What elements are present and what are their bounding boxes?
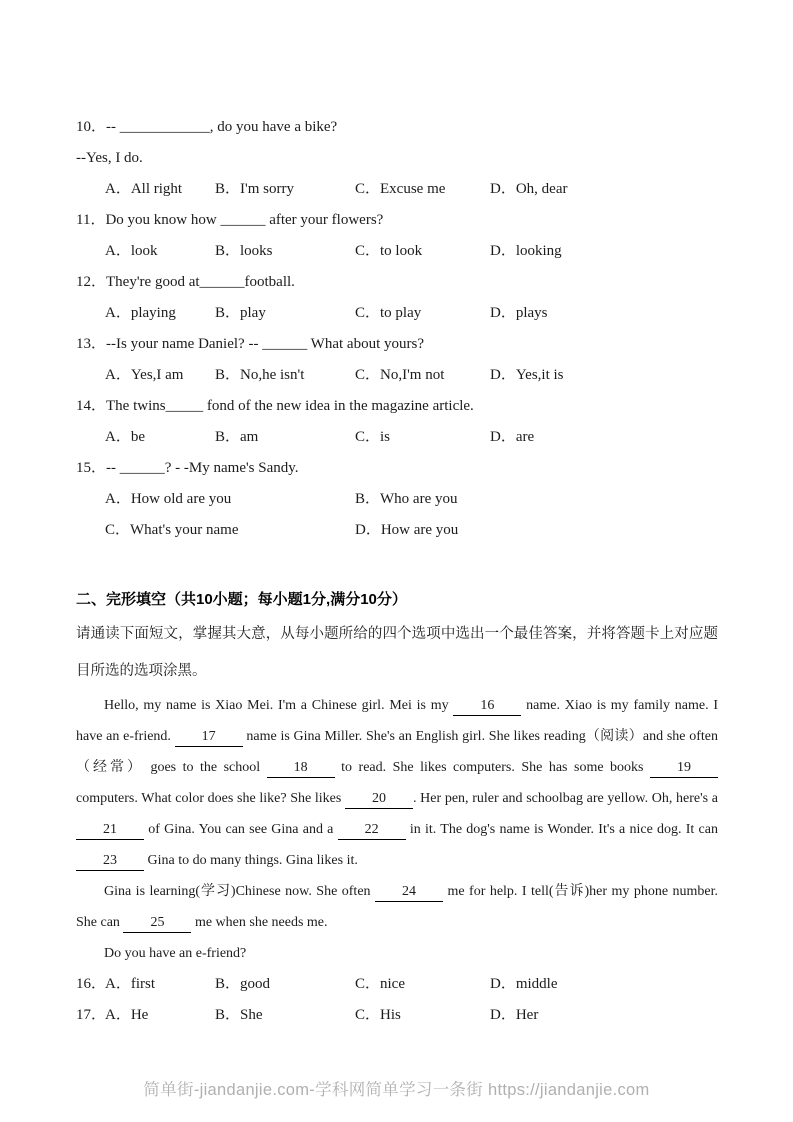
options-row	[76, 298, 718, 329]
option-c: C．to play	[355, 305, 422, 321]
question-number: 12．	[76, 274, 107, 290]
option-a: A．How old are you	[105, 491, 232, 507]
option-d: D．are	[490, 429, 535, 445]
option-a: A．first	[105, 976, 155, 992]
options-row	[76, 236, 718, 267]
option-d: D．looking	[490, 243, 562, 259]
question-number: 13．	[76, 336, 107, 352]
question-17	[76, 1000, 718, 1031]
option-b: B．Who are you	[355, 491, 458, 507]
option-a: A．All right	[105, 181, 183, 197]
option-b: B．am	[215, 429, 259, 445]
question-stem: They're good at______football.	[106, 274, 295, 290]
options-row	[76, 360, 718, 391]
passage-paragraph-2: Gina is learning(学习)Chinese now. She often 24 me for help. I tell(告诉)her my phone number. She can 25 me when she needs me.	[76, 876, 718, 938]
option-d: D．How are you	[355, 522, 459, 538]
cloze-blank-22: 22	[338, 821, 406, 840]
question-15	[76, 453, 718, 546]
question-text	[76, 329, 718, 360]
option-c: C．What's your name	[105, 522, 239, 538]
cloze-blank-24: 24	[375, 883, 443, 902]
section-two-instructions: 请通读下面短文，掌握其大意，从每小题所给的四个选项中选出一个最佳答案，并将答题卡上对应题目所选的选项涂黑。	[76, 626, 718, 679]
option-a: A．playing	[105, 305, 176, 321]
question-followup: --Yes, I do.	[76, 150, 143, 166]
option-c: C．Excuse me	[355, 181, 446, 197]
options-row	[76, 174, 718, 205]
question-10	[76, 112, 718, 205]
option-b: B．good	[215, 976, 271, 992]
option-b: B．She	[215, 1007, 263, 1023]
cloze-blank-20: 20	[345, 790, 413, 809]
cloze-blank-17: 17	[175, 728, 243, 747]
option-b: B．I'm sorry	[215, 181, 294, 197]
question-stem: --Is your name Daniel? -- ______ What about yours?	[106, 336, 424, 352]
cloze-passage	[76, 690, 718, 969]
question-text	[76, 453, 718, 484]
question-14	[76, 391, 718, 453]
question-number: 15．	[76, 460, 107, 476]
option-d: D．Yes,it is	[490, 367, 564, 383]
options-row	[76, 422, 718, 453]
option-a: A．be	[105, 429, 145, 445]
question-text	[76, 267, 718, 298]
question-stem: Do you know how ______ after your flowers?	[105, 212, 384, 228]
option-d: D．middle	[490, 976, 558, 992]
passage-paragraph-3: Do you have an e-friend?	[104, 946, 247, 961]
option-b: B．play	[215, 305, 266, 321]
cloze-blank-21: 21	[76, 821, 144, 840]
question-11	[76, 205, 718, 267]
question-13	[76, 329, 718, 391]
question-text	[76, 112, 718, 143]
question-text	[76, 391, 718, 422]
section-single-choice	[76, 112, 718, 546]
option-c: C．His	[355, 1007, 401, 1023]
option-c: C．No,I'm not	[355, 367, 445, 383]
option-d: D．Her	[490, 1007, 539, 1023]
option-a: A．look	[105, 243, 158, 259]
question-number: 11．	[76, 212, 106, 228]
footer-watermark: 简单街-jiandanjie.com-学科网简单学习一条街 https://jiandanjie.com	[143, 1081, 650, 1099]
option-b: B．looks	[215, 243, 273, 259]
section-two-heading: 二、完形填空（共10小题；每小题1分,满分10分）	[76, 591, 407, 608]
option-b: B．No,he isn't	[215, 367, 305, 383]
option-c: C．nice	[355, 976, 405, 992]
option-c: C．to look	[355, 243, 423, 259]
option-d: D．plays	[490, 305, 548, 321]
question-stem: The twins_____ fond of the new idea in the magazine article.	[106, 398, 474, 414]
question-12	[76, 267, 718, 329]
question-16	[76, 969, 718, 1000]
question-text	[76, 205, 718, 236]
question-stem: -- ______? - -My name's Sandy.	[106, 460, 299, 476]
option-a: A．He	[105, 1007, 149, 1023]
cloze-blank-16: 16	[453, 697, 521, 716]
options-row	[76, 484, 718, 546]
option-a: A．Yes,I am	[105, 367, 184, 383]
passage-paragraph-1: Hello, my name is Xiao Mei. I'm a Chinese girl. Mei is my 16 name. Xiao is my family name. I have an e-friend. 17 name is Gina Miller. She's an English girl. She likes reading（阅读）and she often （经常） goes to the school 18 to read. She likes computers. She has some books 19 computers. What color does she like? She likes 20 . Her pen, ruler and schoolbag are yellow. Oh, here's a 21 of Gina. You can see Gina and a 22 in it. The dog's name is Wonder. It's a nice dog. It can 23 Gina to do many things. Gina likes it.	[76, 690, 718, 876]
cloze-blank-25: 25	[123, 914, 191, 933]
cloze-blank-18: 18	[267, 759, 335, 778]
option-d: D．Oh, dear	[490, 181, 568, 197]
question-stem: -- ____________, do you have a bike?	[106, 119, 338, 135]
question-number: 17．	[76, 1007, 107, 1023]
question-number: 16．	[76, 976, 107, 992]
question-number: 10．	[76, 119, 107, 135]
cloze-blank-23: 23	[76, 852, 144, 871]
option-c: C．is	[355, 429, 391, 445]
question-number: 14．	[76, 398, 107, 414]
cloze-blank-19: 19	[650, 759, 718, 778]
